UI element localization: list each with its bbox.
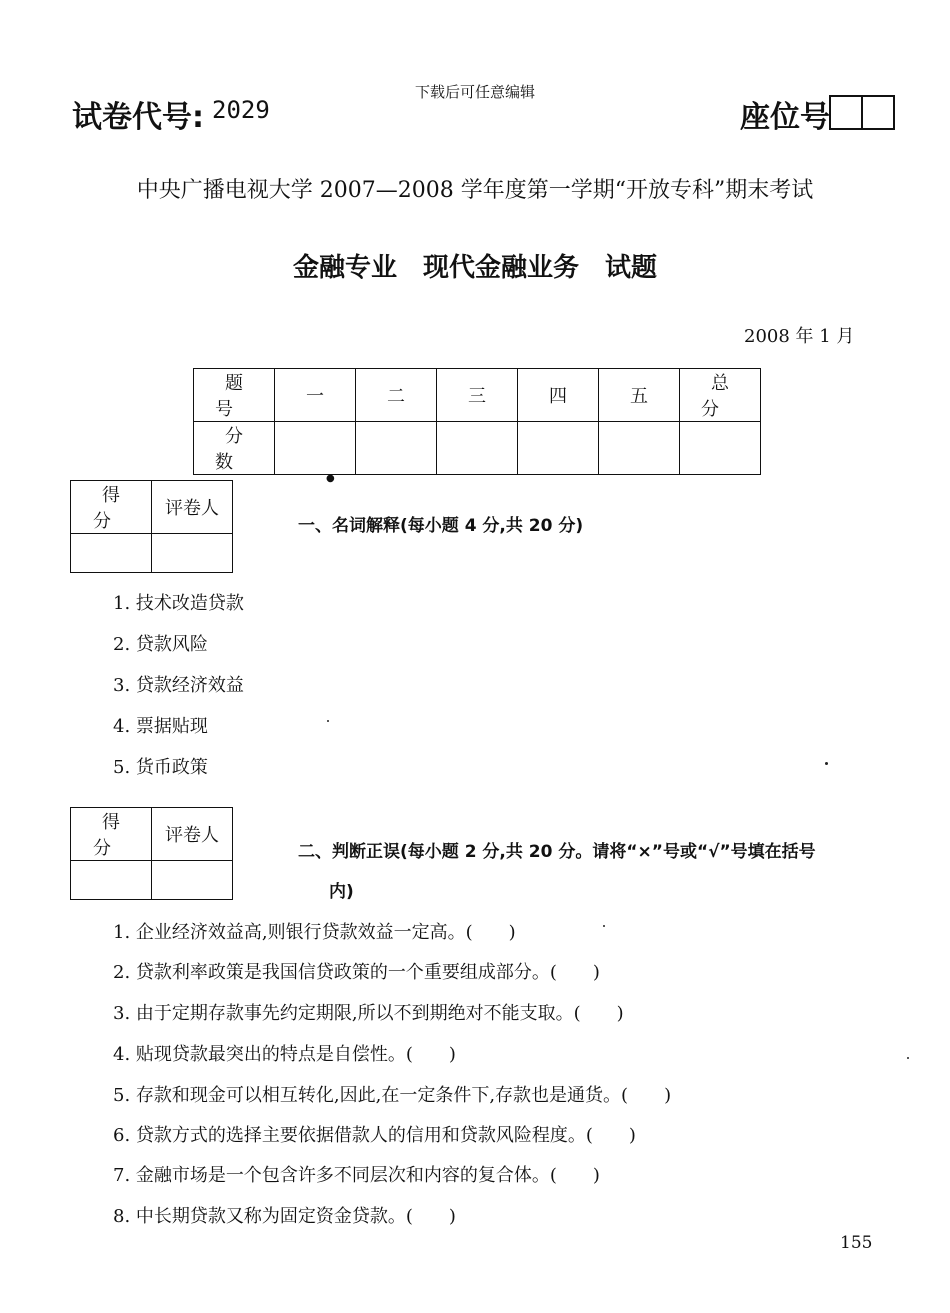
list-item: 6. 贷款方式的选择主要依据借款人的信用和贷款风险程度。( ) — [113, 1125, 636, 1146]
grader-box — [70, 807, 233, 900]
scan-speck — [825, 762, 828, 765]
grader-name-label: 评卷人 — [152, 808, 233, 861]
paper-code-value: 2029 — [212, 96, 270, 124]
score-table — [193, 368, 761, 475]
scan-speck — [603, 925, 605, 927]
exam-date: 2008 年 1 月 — [744, 326, 855, 347]
grader-score-label: 得分 — [71, 481, 152, 534]
grader-name-cell — [152, 861, 233, 900]
score-table-cell: 总分 — [680, 369, 761, 422]
grader-name-label: 评卷人 — [152, 481, 233, 534]
score-table-cell: 五 — [599, 369, 680, 422]
grader-score-label: 得分 — [71, 808, 152, 861]
paper-title: 金融专业 现代金融业务 试题 — [292, 253, 657, 283]
paper-code-label: 试卷代号: — [72, 100, 204, 135]
score-table-score-row — [194, 422, 761, 475]
list-item: 2. 贷款风险 — [113, 634, 208, 655]
list-item: 3. 由于定期存款事先约定期限,所以不到期绝对不能支取。( ) — [113, 1003, 624, 1024]
watermark-text: 下载后可任意编辑 — [414, 83, 535, 101]
scan-speck — [327, 720, 329, 722]
seat-number-label: 座位号 — [740, 100, 830, 135]
list-item: 1. 企业经济效益高,则银行贷款效益一定高。( ) — [113, 922, 516, 943]
list-item: 5. 货币政策 — [113, 757, 208, 778]
list-item: 4. 贴现贷款最突出的特点是自偿性。( ) — [113, 1044, 456, 1065]
list-item: 3. 贷款经济效益 — [113, 675, 244, 696]
list-item: 8. 中长期贷款又称为固定资金贷款。( ) — [113, 1206, 456, 1227]
score-table-cell: 分数 — [194, 422, 275, 475]
score-table-cell: 一 — [275, 369, 356, 422]
score-input-cell — [599, 422, 680, 475]
page-number: 155 — [840, 1233, 873, 1253]
score-table-cell: 三 — [437, 369, 518, 422]
score-table-cell: 二 — [356, 369, 437, 422]
scan-speck — [907, 1057, 909, 1059]
section-2-title: 二、判断正误(每小题 2 分,共 20 分。请将“×”号或“√”号填在括号 — [298, 842, 816, 862]
grader-box — [70, 480, 233, 573]
exam-title: 中央广播电视大学 2007—2008 学年度第一学期“开放专科”期末考试 — [136, 178, 814, 203]
score-table-cell: 四 — [518, 369, 599, 422]
section-1-title: 一、名词解释(每小题 4 分,共 20 分) — [298, 516, 584, 536]
score-input-cell — [356, 422, 437, 475]
list-item: 1. 技术改造贷款 — [113, 593, 244, 614]
list-item: 4. 票据贴现 — [113, 716, 208, 737]
grader-name-cell — [152, 534, 233, 573]
list-item: 7. 金融市场是一个包含许多不同层次和内容的复合体。( ) — [113, 1165, 600, 1186]
score-table-header-row — [194, 369, 761, 422]
seat-number-box — [829, 95, 895, 130]
grader-score-cell — [71, 861, 152, 900]
section-2-title-continued: 内) — [329, 882, 354, 902]
stray-mark: ● — [326, 473, 335, 484]
score-input-cell — [680, 422, 761, 475]
score-input-cell — [518, 422, 599, 475]
list-item: 5. 存款和现金可以相互转化,因此,在一定条件下,存款也是通货。( ) — [113, 1085, 672, 1106]
score-input-cell — [275, 422, 356, 475]
score-table-cell: 题号 — [194, 369, 275, 422]
grader-score-cell — [71, 534, 152, 573]
score-input-cell — [437, 422, 518, 475]
list-item: 2. 贷款利率政策是我国信贷政策的一个重要组成部分。( ) — [113, 962, 600, 983]
